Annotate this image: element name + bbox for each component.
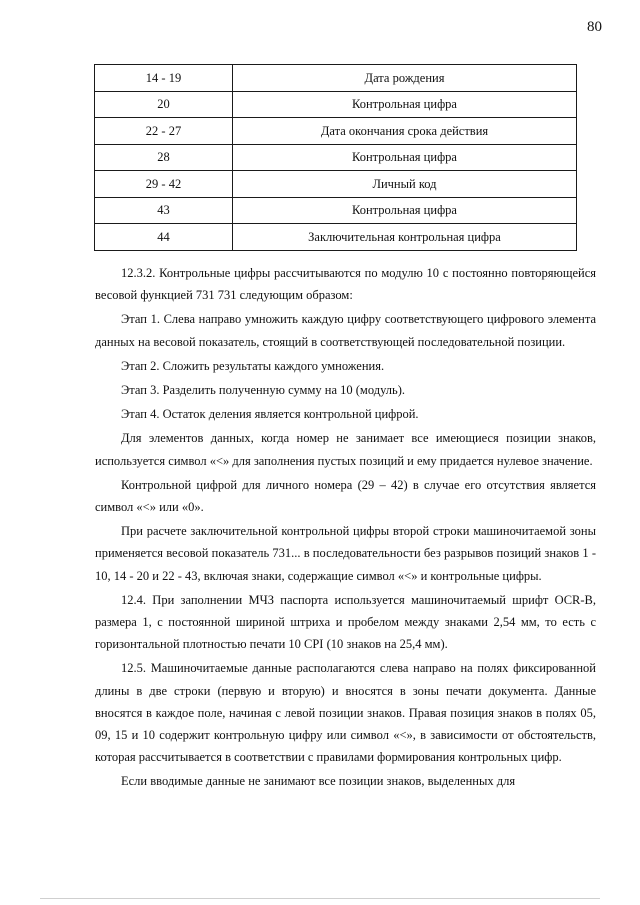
paragraph-step-4: Этап 4. Остаток деления является контрольной цифрой. [121,407,419,422]
table-row [95,224,577,251]
description-cell: Дата окончания срока действия [233,118,577,145]
paragraph-12-5: 12.5. Машиночитаемые данные располагаются слева направо на полях фиксированной длины в две строки (первую и вторую) и вносятся в зоны печати документа. Данные вносятся в каждое поле, начиная с левой позиции знаков. Правая позиция знаков в полях 05, 09, 15 и 10 содержит контрольную цифру или символ «<», в зависимости от обстоятельств, которая рассчитывается в соответствии с правилами формирования контрольных цифр. [95,661,596,765]
description-cell: Дата рождения [233,65,577,92]
paragraph-filler-symbol: Для элементов данных, когда номер не занимает все имеющиеся позиции знаков, используется символ «<» для заполнения пустых позиций и ему придается нулевое значение. [95,431,596,468]
page-bottom-edge [40,898,600,899]
page-number: 80 [587,19,602,35]
paragraph-step-1: Этап 1. Слева направо умножить каждую цифру соответствующего цифрового элемента данных на весовой показатель, стоящий в соответствующей последовательной позиции. [95,312,596,349]
position-cell: 20 [95,91,233,118]
description-cell: Личный код [233,171,577,198]
description-cell: Контрольная цифра [233,91,577,118]
paragraph-personal-number-check: Контрольной цифрой для личного номера (29 – 42) в случае его отсутствия является символ «<» или «0». [95,477,596,515]
table-row [95,171,577,198]
table-row [95,65,577,92]
paragraph-12-4: 12.4. При заполнении МЧЗ паспорта используется машиночитаемый шрифт OCR-B, размера 1, с постоянной шириной штриха и пробелом между знаками 2,54 мм, то есть с горизонтальной плотностью печати 10 CPI (10 знаков на 25,4 мм). [95,592,596,652]
mrz-positions-table [94,64,577,251]
paragraph-final-check-digit: При расчете заключительной контрольной цифры второй строки машиночитаемой зоны применяется весовой показатель 731... в последовательности без разрывов позиций знаков 1 - 10, 14 - 20 и 22 - 43, включая знаки, содержащие символ «<» и контрольные цифры. [95,524,596,583]
position-cell: 28 [95,144,233,171]
table-row [95,144,577,171]
description-cell: Контрольная цифра [233,144,577,171]
position-cell: 14 - 19 [95,65,233,92]
body-text [95,262,596,793]
paragraph-step-3: Этап 3. Разделить полученную сумму на 10 (модуль). [121,383,405,398]
table-row [95,91,577,118]
paragraph-step-2: Этап 2. Сложить результаты каждого умножения. [121,358,385,373]
paragraph-continuation: Если вводимые данные не занимают все позиции знаков, выделенных для [121,774,516,789]
table-row [95,197,577,224]
position-cell: 43 [95,197,233,224]
position-cell: 44 [95,224,233,251]
description-cell: Заключительная контрольная цифра [233,224,577,251]
description-cell: Контрольная цифра [233,197,577,224]
table-row [95,118,577,145]
position-cell: 29 - 42 [95,171,233,198]
position-cell: 22 - 27 [95,118,233,145]
paragraph-12-3-2: 12.3.2. Контрольные цифры рассчитываются по модулю 10 с постоянно повторяющейся весовой функцией 731 731 следующим образом: [95,266,596,303]
